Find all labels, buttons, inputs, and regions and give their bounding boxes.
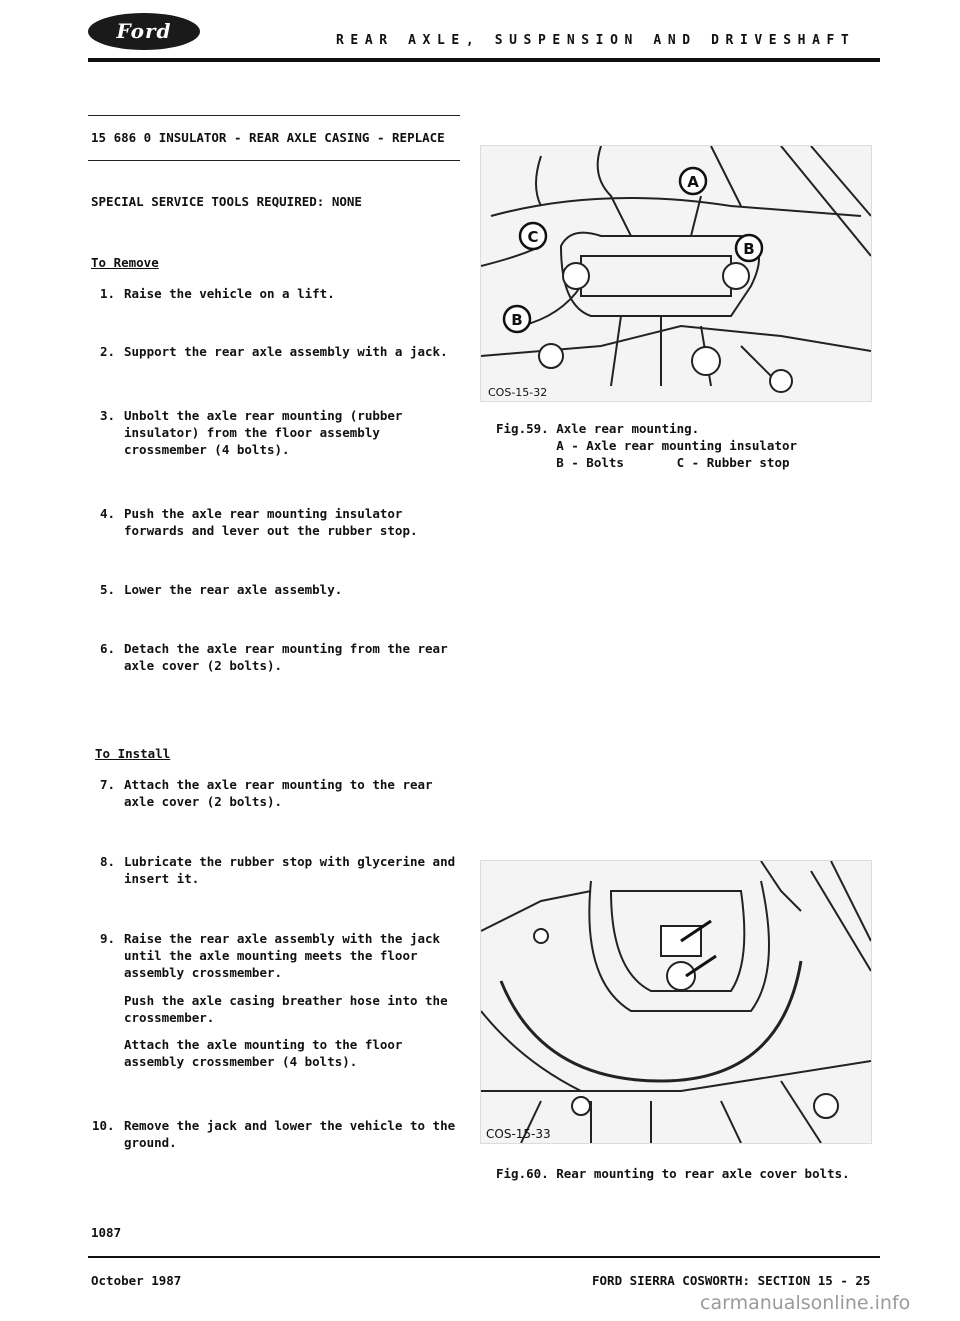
callout-c: C [527,228,539,246]
step-text: Raise the rear axle assembly with the jack [124,931,441,946]
footer-rule [88,1256,880,1258]
step-text: Lubricate the rubber stop with glycerine and [124,854,456,869]
step-number: 4. [100,506,116,521]
callout-b-right: B [743,240,755,258]
step-text: Remove the jack and lower the vehicle to the [124,1118,456,1133]
step-text: axle cover (2 bolts). [124,794,283,809]
ford-logo-text: Ford [116,19,172,43]
step-text: Attach the axle rear mounting to the rear [124,777,433,792]
callout-a: A [687,173,699,191]
step-number: 9. [100,931,116,946]
callout-b-left: B [511,311,523,329]
step-text: crossmember (4 bolts). [124,442,290,457]
step-number: 3. [100,408,116,423]
step-number: 5. [100,582,116,597]
title-top-rule [88,115,460,116]
header-rule [88,58,880,62]
title-bottom-rule [88,160,460,161]
watermark: carmanualsonline.info [700,1292,911,1314]
step-number: 7. [100,777,116,792]
figure-59-caption: Fig.59. Axle rear mounting. [496,421,700,436]
step-text: insulator) from the floor assembly [124,425,380,440]
step-text: Lower the rear axle assembly. [124,582,343,597]
step-text: assembly crossmember (4 bolts). [124,1054,358,1069]
install-heading: To Install [95,746,171,761]
figure-60-illustration [480,860,872,1144]
step-text: Support the rear axle assembly with a jack. [124,344,448,359]
rear-mounting-bolts-drawing [481,861,871,1143]
step-text: Raise the vehicle on a lift. [124,286,335,301]
ford-logo [88,13,200,50]
remove-heading: To Remove [91,255,159,270]
figure-59-caption: A - Axle rear mounting insulator [496,438,798,453]
special-tools: SPECIAL SERVICE TOOLS REQUIRED: NONE [91,194,362,209]
step-text: assembly crossmember. [124,965,283,980]
step-number: 1. [100,286,116,301]
step-text: crossmember. [124,1010,215,1025]
step-text: Attach the axle mounting to the floor [124,1037,403,1052]
step-text: Push the axle casing breather hose into the [124,993,448,1008]
procedure-title: 15 686 0 INSULATOR - REAR AXLE CASING - REPLACE [91,130,445,145]
step-number: 8. [100,854,116,869]
footer-date: October 1987 [91,1273,182,1288]
footer-section: FORD SIERRA COSWORTH: SECTION 15 - 25 [592,1273,871,1288]
page-code: 1087 [91,1225,122,1240]
step-text: axle cover (2 bolts). [124,658,283,673]
figure-59-illustration [480,145,872,402]
step-text: Push the axle rear mounting insulator [124,506,403,521]
step-text: until the axle mounting meets the floor [124,948,418,963]
figure-60-caption: Fig.60. Rear mounting to rear axle cover bolts. [496,1166,850,1181]
step-number: 10. [92,1118,115,1133]
step-text: Unbolt the axle rear mounting (rubber [124,408,403,423]
step-text: insert it. [124,871,200,886]
axle-rear-mounting-drawing [481,146,871,401]
figure-60-code: COS-15-33 [486,1127,551,1141]
step-text: Detach the axle rear mounting from the rear [124,641,448,656]
step-text: forwards and lever out the rubber stop. [124,523,418,538]
step-text: ground. [124,1135,177,1150]
figure-59-caption: B - Bolts C - Rubber stop [496,455,790,470]
step-number: 6. [100,641,116,656]
chapter-title: REAR AXLE, SUSPENSION AND DRIVESHAFT [336,33,856,48]
figure-59-code: COS-15-32 [488,386,548,399]
step-number: 2. [100,344,116,359]
